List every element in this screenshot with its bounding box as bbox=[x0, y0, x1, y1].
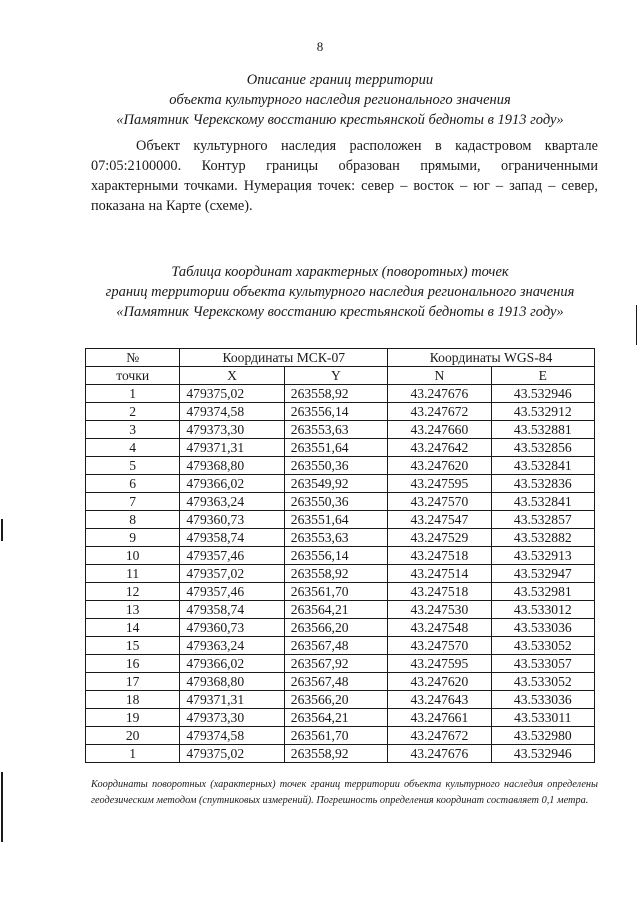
msk-y-cell: 263556,14 bbox=[284, 403, 387, 421]
msk-x-cell: 479371,31 bbox=[180, 439, 284, 457]
wgs-n-cell: 43.247514 bbox=[388, 565, 491, 583]
msk-x-cell: 479357,02 bbox=[180, 565, 284, 583]
msk-y-cell: 263564,21 bbox=[284, 601, 387, 619]
wgs-n-cell: 43.247620 bbox=[388, 673, 491, 691]
header-point-label: точки bbox=[86, 367, 180, 385]
point-number-cell: 17 bbox=[86, 673, 180, 691]
table-header-row bbox=[86, 349, 595, 367]
table-row bbox=[86, 673, 595, 691]
msk-x-cell: 479358,74 bbox=[180, 529, 284, 547]
point-number-cell: 12 bbox=[86, 583, 180, 601]
msk-x-cell: 479360,73 bbox=[180, 619, 284, 637]
wgs-e-cell: 43.532947 bbox=[491, 565, 594, 583]
wgs-n-cell: 43.247620 bbox=[388, 457, 491, 475]
msk-y-cell: 263558,92 bbox=[284, 385, 387, 403]
wgs-n-cell: 43.247547 bbox=[388, 511, 491, 529]
msk-x-cell: 479368,80 bbox=[180, 457, 284, 475]
wgs-e-cell: 43.532946 bbox=[491, 385, 594, 403]
table-row bbox=[86, 475, 595, 493]
wgs-n-cell: 43.247530 bbox=[388, 601, 491, 619]
msk-y-cell: 263558,92 bbox=[284, 565, 387, 583]
msk-x-cell: 479368,80 bbox=[180, 673, 284, 691]
point-number-cell: 4 bbox=[86, 439, 180, 457]
wgs-n-cell: 43.247672 bbox=[388, 727, 491, 745]
wgs-n-cell: 43.247518 bbox=[388, 583, 491, 601]
wgs-e-cell: 43.533036 bbox=[491, 691, 594, 709]
wgs-n-cell: 43.247570 bbox=[388, 493, 491, 511]
wgs-n-cell: 43.247570 bbox=[388, 637, 491, 655]
msk-y-cell: 263567,48 bbox=[284, 673, 387, 691]
table-row bbox=[86, 745, 595, 763]
wgs-n-cell: 43.247676 bbox=[388, 745, 491, 763]
table-title-line: границ территории объекта культурного наследия регионального значения bbox=[105, 284, 575, 300]
table-row bbox=[86, 385, 595, 403]
table-row bbox=[86, 439, 595, 457]
msk-y-cell: 263567,48 bbox=[284, 637, 387, 655]
table-row bbox=[86, 403, 595, 421]
point-number-cell: 18 bbox=[86, 691, 180, 709]
wgs-e-cell: 43.533012 bbox=[491, 601, 594, 619]
wgs-e-cell: 43.532836 bbox=[491, 475, 594, 493]
msk-y-cell: 263553,63 bbox=[284, 421, 387, 439]
point-number-cell: 7 bbox=[86, 493, 180, 511]
table-body bbox=[86, 385, 595, 763]
wgs-e-cell: 43.533052 bbox=[491, 637, 594, 655]
wgs-e-cell: 43.532912 bbox=[491, 403, 594, 421]
msk-y-cell: 263558,92 bbox=[284, 745, 387, 763]
msk-x-cell: 479363,24 bbox=[180, 493, 284, 511]
wgs-e-cell: 43.532913 bbox=[491, 547, 594, 565]
scan-margin-mark bbox=[636, 305, 637, 345]
point-number-cell: 9 bbox=[86, 529, 180, 547]
msk-x-cell: 479363,24 bbox=[180, 637, 284, 655]
point-number-cell: 19 bbox=[86, 709, 180, 727]
wgs-n-cell: 43.247595 bbox=[388, 655, 491, 673]
msk-y-cell: 263567,92 bbox=[284, 655, 387, 673]
msk-x-cell: 479371,31 bbox=[180, 691, 284, 709]
point-number-cell: 3 bbox=[86, 421, 180, 439]
table-row bbox=[86, 583, 595, 601]
wgs-n-cell: 43.247518 bbox=[388, 547, 491, 565]
description-title-line: «Памятник Черекскому восстанию крестьянской бедноты в 1913 году» bbox=[116, 112, 564, 128]
table-row bbox=[86, 655, 595, 673]
msk-x-cell: 479375,02 bbox=[180, 745, 284, 763]
description-title-line: объекта культурного наследия регионального значения bbox=[169, 92, 511, 108]
wgs-n-cell: 43.247660 bbox=[388, 421, 491, 439]
table-subheader-row bbox=[86, 367, 595, 385]
table-row bbox=[86, 637, 595, 655]
header-e: E bbox=[491, 367, 594, 385]
wgs-n-cell: 43.247676 bbox=[388, 385, 491, 403]
msk-y-cell: 263551,64 bbox=[284, 439, 387, 457]
description-paragraph: Объект культурного наследия расположен в кадастровом квартале 07:05:2100000. Контур границы образован прямыми, ограниченными характерными точками. Нумерация точек: север – восток – юг – запад – север, показана на Карте (схеме). bbox=[91, 138, 598, 214]
point-number-cell: 11 bbox=[86, 565, 180, 583]
wgs-e-cell: 43.532980 bbox=[491, 727, 594, 745]
table-title bbox=[70, 262, 610, 322]
wgs-e-cell: 43.532981 bbox=[491, 583, 594, 601]
point-number-cell: 8 bbox=[86, 511, 180, 529]
wgs-n-cell: 43.247529 bbox=[388, 529, 491, 547]
msk-x-cell: 479366,02 bbox=[180, 655, 284, 673]
table-row bbox=[86, 601, 595, 619]
msk-x-cell: 479374,58 bbox=[180, 727, 284, 745]
wgs-e-cell: 43.532857 bbox=[491, 511, 594, 529]
msk-x-cell: 479357,46 bbox=[180, 583, 284, 601]
header-n: N bbox=[388, 367, 491, 385]
wgs-n-cell: 43.247643 bbox=[388, 691, 491, 709]
msk-y-cell: 263566,20 bbox=[284, 691, 387, 709]
msk-y-cell: 263564,21 bbox=[284, 709, 387, 727]
header-x: X bbox=[180, 367, 284, 385]
point-number-cell: 2 bbox=[86, 403, 180, 421]
wgs-e-cell: 43.533036 bbox=[491, 619, 594, 637]
msk-y-cell: 263556,14 bbox=[284, 547, 387, 565]
msk-y-cell: 263561,70 bbox=[284, 583, 387, 601]
point-number-cell: 10 bbox=[86, 547, 180, 565]
header-msk-group: Координаты МСК-07 bbox=[180, 349, 388, 367]
wgs-e-cell: 43.533011 bbox=[491, 709, 594, 727]
point-number-cell: 20 bbox=[86, 727, 180, 745]
point-number-cell: 5 bbox=[86, 457, 180, 475]
table-title-line: «Памятник Черекскому восстанию крестьянской бедноты в 1913 году» bbox=[116, 304, 564, 320]
scan-margin-mark bbox=[1, 772, 3, 842]
wgs-n-cell: 43.247672 bbox=[388, 403, 491, 421]
table-row bbox=[86, 619, 595, 637]
msk-y-cell: 263566,20 bbox=[284, 619, 387, 637]
table-title-line: Таблица координат характерных (поворотных) точек bbox=[171, 264, 509, 280]
table-row bbox=[86, 727, 595, 745]
header-point-number: № bbox=[86, 349, 180, 367]
wgs-e-cell: 43.532841 bbox=[491, 457, 594, 475]
point-number-cell: 14 bbox=[86, 619, 180, 637]
coordinates-table bbox=[85, 348, 595, 763]
header-wgs-group: Координаты WGS-84 bbox=[388, 349, 595, 367]
scan-margin-mark bbox=[1, 519, 3, 541]
msk-y-cell: 263551,64 bbox=[284, 511, 387, 529]
description-title-line: Описание границ территории bbox=[246, 72, 434, 88]
table-row bbox=[86, 691, 595, 709]
table-row bbox=[86, 421, 595, 439]
wgs-e-cell: 43.532856 bbox=[491, 439, 594, 457]
table-row bbox=[86, 493, 595, 511]
msk-y-cell: 263550,36 bbox=[284, 493, 387, 511]
msk-x-cell: 479357,46 bbox=[180, 547, 284, 565]
msk-y-cell: 263549,92 bbox=[284, 475, 387, 493]
wgs-e-cell: 43.532882 bbox=[491, 529, 594, 547]
table-row bbox=[86, 547, 595, 565]
header-y: Y bbox=[284, 367, 387, 385]
point-number-cell: 6 bbox=[86, 475, 180, 493]
footnote: Координаты поворотных (характерных) точек границ территории объекта культурного наследия определены геодезическим методом (спутниковых измерений). Погрешность определения координат составляет 0,1 метра. bbox=[91, 779, 598, 806]
wgs-n-cell: 43.247642 bbox=[388, 439, 491, 457]
page-number: 8 bbox=[316, 39, 324, 54]
table-row bbox=[86, 529, 595, 547]
msk-y-cell: 263550,36 bbox=[284, 457, 387, 475]
wgs-e-cell: 43.532841 bbox=[491, 493, 594, 511]
table-row bbox=[86, 709, 595, 727]
point-number-cell: 13 bbox=[86, 601, 180, 619]
table-row bbox=[86, 565, 595, 583]
wgs-n-cell: 43.247548 bbox=[388, 619, 491, 637]
msk-x-cell: 479360,73 bbox=[180, 511, 284, 529]
msk-y-cell: 263561,70 bbox=[284, 727, 387, 745]
msk-x-cell: 479366,02 bbox=[180, 475, 284, 493]
table-row bbox=[86, 457, 595, 475]
msk-x-cell: 479373,30 bbox=[180, 709, 284, 727]
point-number-cell: 16 bbox=[86, 655, 180, 673]
wgs-e-cell: 43.532946 bbox=[491, 745, 594, 763]
msk-x-cell: 479374,58 bbox=[180, 403, 284, 421]
table-row bbox=[86, 511, 595, 529]
msk-y-cell: 263553,63 bbox=[284, 529, 387, 547]
point-number-cell: 1 bbox=[86, 745, 180, 763]
wgs-e-cell: 43.532881 bbox=[491, 421, 594, 439]
wgs-n-cell: 43.247661 bbox=[388, 709, 491, 727]
msk-x-cell: 479375,02 bbox=[180, 385, 284, 403]
point-number-cell: 1 bbox=[86, 385, 180, 403]
description-title bbox=[70, 70, 610, 130]
point-number-cell: 15 bbox=[86, 637, 180, 655]
wgs-e-cell: 43.533057 bbox=[491, 655, 594, 673]
msk-x-cell: 479358,74 bbox=[180, 601, 284, 619]
wgs-e-cell: 43.533052 bbox=[491, 673, 594, 691]
msk-x-cell: 479373,30 bbox=[180, 421, 284, 439]
wgs-n-cell: 43.247595 bbox=[388, 475, 491, 493]
